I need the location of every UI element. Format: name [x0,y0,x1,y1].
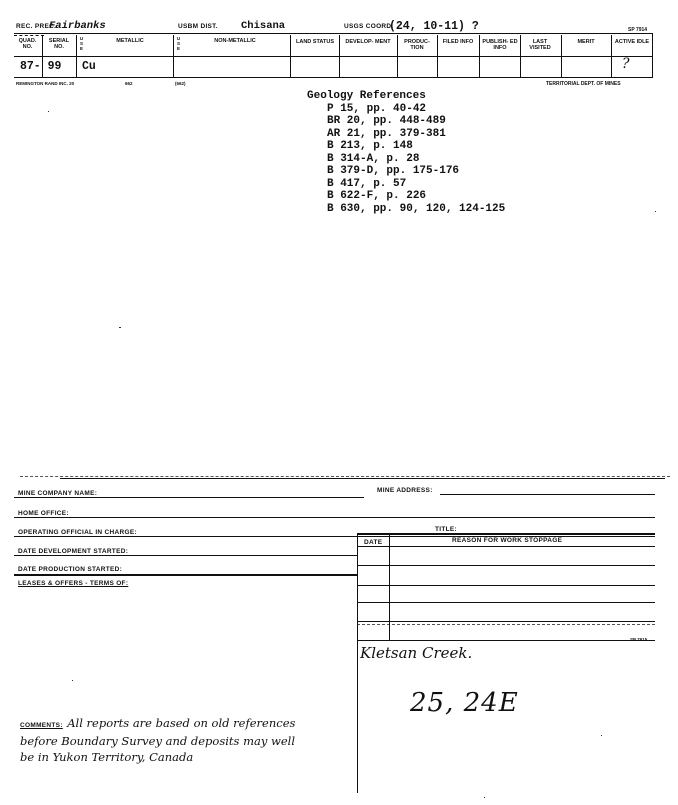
comments-block [20,714,365,764]
comment-line: before Boundary Survey and deposits may well [20,734,296,748]
leases-offers-label: LEASES & OFFERS - TERMS OF: [18,580,129,587]
geology-ref: B 314-A, p. 28 [327,152,420,165]
col-merit: MERIT [577,39,595,45]
col-nonmetallic: NON-METALLIC [214,38,256,44]
mine-address-label: MINE ADDRESS: [377,487,433,494]
speck [655,211,656,212]
speck [119,327,121,328]
col-active-idle: ACTIVE IDLE [614,39,650,45]
form-number-bottom: SP 7915 [630,637,648,642]
geology-ref: BR 20, pp. 448-489 [327,115,446,127]
creek-name: Kletsan Creek. [360,644,473,662]
col-metallic: METALLIC [116,38,144,44]
usbm-dist-label: USBM DIST. [178,23,218,30]
comment-line: All reports are based on old references [67,716,296,730]
usbm-dist-value: Chisana [241,20,286,32]
rec-prec-label: REC. PREC. [16,23,57,30]
geology-ref-list [307,103,505,216]
rec-prec-value: Fairbanks [49,20,106,32]
metallic-value: Cu [82,60,96,73]
date-production-started-label: DATE PRODUCTION STARTED: [18,566,123,573]
printer-imprint: REMINGTON RAND INC. 20 [16,81,75,86]
comments-label: COMMENTS: [20,722,63,729]
geology-ref: AR 21, pp. 379-381 [327,127,446,140]
date-development-started-label: DATE DEVELOPMENT STARTED: [18,548,129,555]
col-quad-no: QUAD. NO. [18,38,37,50]
territorial-dept: TERRITORIAL DEPT. OF MINES [546,81,621,87]
form-number-top: SP 7914 [628,27,648,33]
speck [484,797,485,798]
geology-ref: B 417, p. 57 [327,177,407,190]
geology-ref: B 213, p. 148 [327,140,413,152]
geology-ref: P 15, pp. 40-42 [327,102,427,115]
geology-ref: B 622-F, p. 226 [327,190,427,202]
geology-references [307,90,505,215]
speck [601,735,602,736]
operating-official-label: OPERATING OFFICIAL IN CHARGE: [18,529,137,536]
col-development: DEVELOP- MENT [345,39,391,45]
col-production: PRODUC- TION [404,39,430,51]
usgs-coord-label: USGS COORD. [344,23,394,30]
col-last-visited: LAST VISITED [529,39,551,51]
col-use-letters-1: U S E [79,36,84,51]
mine-company-name-label: MINE COMPANY NAME: [18,490,98,497]
col-land-status: LAND STATUS [296,39,334,45]
location-numbers: 25, 24E [410,688,519,718]
date-column-header: DATE [364,539,383,546]
printer-code-2: (662) [175,81,186,86]
usgs-coord-value: (24, 10-11) ? [389,20,479,33]
printer-code-1: 662 [125,81,133,86]
active-idle-mark: ? [622,56,630,72]
col-use-letters-2: U S E [176,36,181,51]
col-published-info: PUBLISH- ED INFO [482,39,518,51]
speck [48,111,49,112]
reason-column-header: REASON FOR WORK STOPPAGE [452,537,563,544]
col-serial-no: SERIAL NO. [48,38,70,50]
comment-line: be in Yukon Territory, Canada [20,750,194,764]
geology-title: Geology References [307,90,426,102]
col-filed-info: FILED INFO [442,39,474,45]
geology-ref: B 630, pp. 90, 120, 124-125 [327,202,506,215]
quad-serial-value: 87- 99 [20,60,62,73]
speck [72,680,73,681]
home-office-label: HOME OFFICE: [18,510,69,517]
geology-ref: B 379-D, pp. 175-176 [327,165,460,177]
title-label: TITLE: [435,526,458,533]
